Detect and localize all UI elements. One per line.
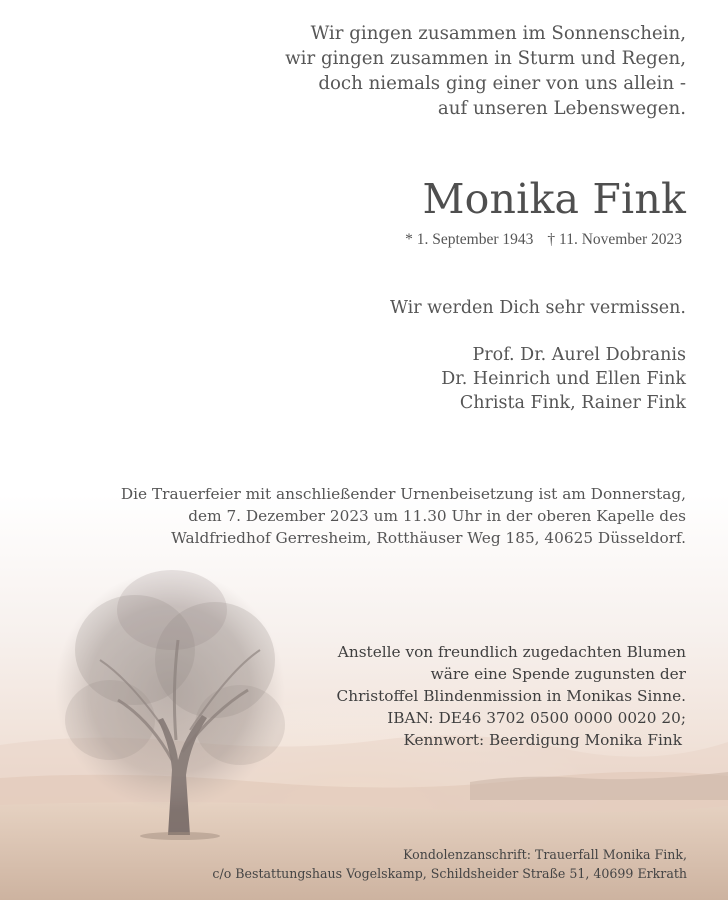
memorial-poem [285, 21, 686, 121]
service-line: dem 7. Dezember 2023 um 11.30 Uhr in der oberen Kapelle des [188, 507, 686, 525]
donation-iban: IBAN: DE46 3702 0500 0000 0020 20; [387, 709, 686, 727]
poem-line: doch niemals ging einer von uns allein - [318, 73, 686, 94]
death-date: † 11. November 2023 [547, 231, 682, 248]
mourners-list [441, 343, 686, 415]
condolence-address [212, 845, 687, 883]
mourner-name: Prof. Dr. Aurel Dobranis [472, 345, 686, 365]
contact-line: c/o Bestattungshaus Vogelskamp, Schildsheider Straße 51, 40699 Erkrath [212, 866, 687, 881]
poem-line: auf unseren Lebenswegen. [437, 98, 686, 119]
farewell-message: Wir werden Dich sehr vermissen. [389, 298, 686, 318]
donation-line: Anstelle von freundlich zugedachten Blumen [337, 643, 686, 661]
deceased-name: Monika Fink [422, 175, 686, 223]
life-dates [405, 230, 682, 250]
mourner-name: Christa Fink, Rainer Fink [459, 393, 686, 413]
poem-line: wir gingen zusammen in Sturm und Regen, [285, 48, 686, 69]
poem-line: Wir gingen zusammen im Sonnenschein, [310, 23, 686, 44]
birth-date: * 1. September 1943 [405, 231, 534, 248]
mourner-name: Dr. Heinrich und Ellen Fink [441, 369, 686, 389]
donation-request [337, 641, 686, 751]
funeral-service-info [121, 483, 686, 549]
donation-line: wäre eine Spende zugunsten der [430, 665, 686, 683]
donation-reference: Kennwort: Beerdigung Monika Fink [403, 731, 682, 749]
donation-line: Christoffel Blindenmission in Monikas Sinne. [336, 687, 686, 705]
service-line: Die Trauerfeier mit anschließender Urnenbeisetzung ist am Donnerstag, [120, 485, 686, 503]
service-line: Waldfriedhof Gerresheim, Rotthäuser Weg 185, 40625 Düsseldorf. [171, 529, 686, 547]
contact-line: Kondolenzanschrift: Trauerfall Monika Fink, [403, 847, 687, 862]
